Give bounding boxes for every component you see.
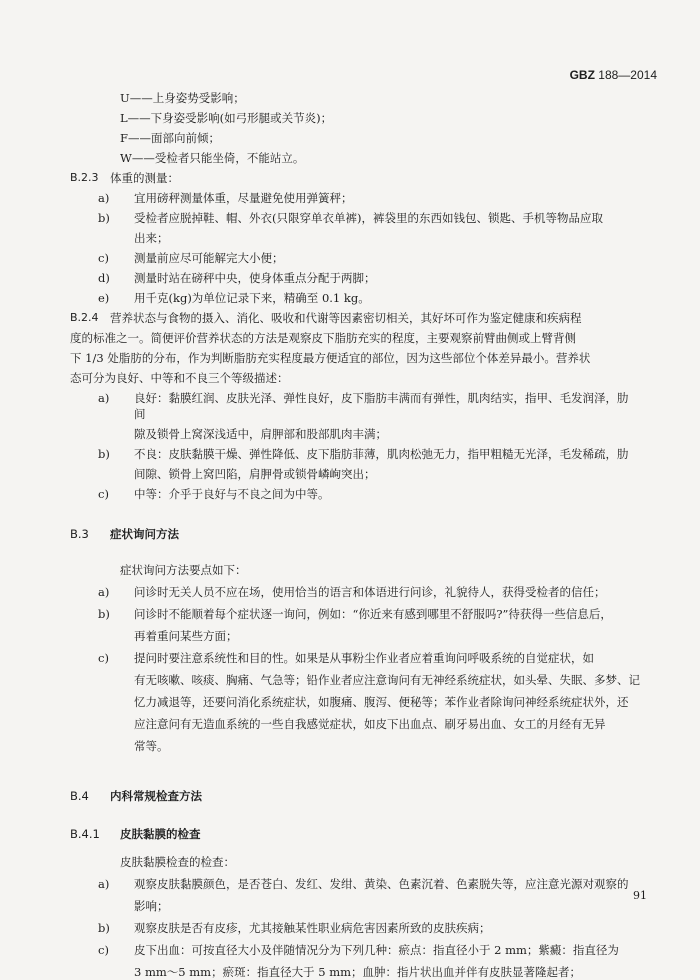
list-marker: a) — [98, 585, 110, 599]
standard-code — [570, 68, 657, 82]
section-intro: 症状询问方法要点如下： — [120, 563, 247, 577]
list-marker: c) — [98, 251, 109, 265]
list-text: 测量前应尽可能解完大小便； — [134, 251, 284, 265]
section-intro: 皮肤黏膜检查的检查： — [120, 855, 235, 869]
list-text: 宜用磅秤测量体重，尽量避免使用弹簧秤； — [134, 191, 353, 205]
list-marker: b) — [98, 607, 110, 621]
list-text: 提问时要注意系统性和目的性。如果是从事粉尘作业者应着重询问呼吸系统的自觉症状，如 — [134, 651, 594, 665]
list-item — [70, 390, 630, 422]
section-title: 症状询问方法 — [110, 527, 179, 541]
list-continuation: 忆力减退等，还要问消化系统症状，如腹痛、腹泻、便秘等；苯作业者除询问神经系统症状外，还 — [134, 695, 629, 709]
list-item — [70, 486, 630, 502]
section-b3-heading — [70, 526, 630, 542]
page-number: 91 — [633, 889, 647, 902]
list-text: 受检者应脱掉鞋、帽、外衣(只限穿单衣单裤)，裤袋里的东西如钱包、锁匙、手机等物品应取 — [134, 211, 603, 225]
list-marker: c) — [98, 487, 109, 501]
list-item — [70, 876, 630, 892]
list-item — [70, 606, 630, 622]
list-text: 中等：介乎于良好与不良之间为中等。 — [134, 487, 330, 501]
list-item — [70, 942, 630, 958]
list-item — [70, 584, 630, 600]
section-number: B.4 — [70, 789, 89, 803]
posture-code-u: U——上身姿势受影响； — [120, 91, 245, 105]
list-text: 良好：黏膜红润、皮肤光泽、弹性良好，皮下脂肪丰满而有弹性，肌肉结实，指甲、毛发润泽，肋间 — [134, 391, 629, 421]
list-marker: a) — [98, 877, 110, 891]
standard-number: 188—2014 — [598, 68, 657, 82]
list-continuation: 有无咳嗽、咳痰、胸痛、气急等；铅作业者应注意询问有无神经系统症状，如头晕、失眠、多梦、记 — [134, 673, 640, 687]
list-text: 测量时站在磅秤中央，使身体重点分配于两脚； — [134, 271, 376, 285]
list-continuation: 应注意问有无造血系统的一些自我感觉症状，如皮下出血点、刷牙易出血、女工的月经有无异 — [134, 717, 606, 731]
standard-prefix: GBZ — [569, 68, 595, 82]
paragraph-line: 营养状态与食物的摄入、消化、吸收和代谢等因素密切相关，其好坏可作为鉴定健康和疾病程 — [110, 311, 582, 325]
list-item — [70, 446, 630, 462]
section-b23-heading — [70, 170, 630, 186]
list-continuation: 再着重问某些方面； — [134, 629, 238, 643]
list-item — [70, 650, 630, 666]
list-marker: a) — [98, 391, 110, 405]
paragraph-line: 态可分为良好、中等和不良三个等级描述： — [70, 371, 289, 385]
list-continuation: 影响； — [134, 899, 169, 913]
section-title: 皮肤黏膜的检查 — [120, 827, 201, 841]
list-marker: b) — [98, 921, 110, 935]
list-marker: e) — [98, 291, 110, 305]
posture-code-list — [70, 90, 630, 166]
section-number: B.2.3 — [70, 171, 99, 184]
list-marker: c) — [98, 943, 109, 957]
list-continuation: 3 mm～5 mm；瘀斑：指直径大于 5 mm；血肿：指片状出血并伴有皮肤显著隆起者； — [134, 965, 581, 979]
section-b4-heading — [70, 788, 630, 804]
section-number: B.4.1 — [70, 827, 100, 841]
list-text: 不良：皮肤黏膜干燥、弹性降低、皮下脂肪菲薄，肌肉松弛无力，指甲粗糙无光泽，毛发稀疏，肋 — [134, 447, 629, 461]
list-item — [70, 270, 630, 286]
list-continuation: 常等。 — [134, 739, 169, 753]
list-text: 皮下出血：可按直径大小及伴随情况分为下列几种：瘀点：指直径小于 2 mm；紫癜：指直径为 — [134, 943, 619, 957]
list-marker: b) — [98, 211, 110, 225]
list-marker: d) — [98, 271, 110, 285]
list-marker: c) — [98, 651, 109, 665]
list-text: 观察皮肤黏膜颜色，是否苍白、发红、发绀、黄染、色素沉着、色素脱失等，应注意光源对观察的 — [134, 877, 629, 891]
posture-code-l: L——下身姿受影响(如弓形腿或关节炎)； — [120, 111, 333, 125]
section-b41-heading — [70, 826, 630, 842]
section-number: B.2.4 — [70, 311, 99, 324]
list-text: 用千克(kg)为单位记录下来，精确至 0.1 kg。 — [134, 291, 370, 305]
list-item — [70, 210, 630, 226]
section-b24-paragraph — [70, 310, 630, 326]
paragraph-line: 下 1/3 处脂肪的分布，作为判断脂肪充实程度最方便适宜的部位，因为这些部位个体差异最小。营养状 — [70, 351, 591, 365]
section-number: B.3 — [70, 527, 89, 541]
posture-code-w: W——受检者只能坐倚，不能站立。 — [120, 151, 305, 165]
list-item — [70, 250, 630, 266]
list-continuation: 出来； — [134, 231, 169, 245]
section-title: 体重的测量： — [110, 171, 179, 185]
list-text: 观察皮肤是否有皮疹，尤其接触某性职业病危害因素所致的皮肤疾病； — [134, 921, 491, 935]
section-title: 内科常规检查方法 — [110, 789, 202, 803]
paragraph-line: 度的标准之一。简便评价营养状态的方法是观察皮下脂肪充实的程度，主要观察前臂曲侧或上臂背侧 — [70, 331, 576, 345]
list-text: 问诊时无关人员不应在场，使用恰当的语言和体语进行问诊，礼貌待人，获得受检者的信任； — [134, 585, 606, 599]
list-item — [70, 290, 630, 306]
list-item — [70, 920, 630, 936]
list-continuation: 间隙、锁骨上窝凹陷，肩胛骨或锁骨嶙峋突出； — [134, 467, 376, 481]
list-marker: b) — [98, 447, 110, 461]
list-item — [70, 190, 630, 206]
list-marker: a) — [98, 191, 110, 205]
list-text: 问诊时不能顺着每个症状逐一询问，例如：“你近来有感到哪里不舒服吗?”待获得一些信息后， — [134, 607, 612, 621]
posture-code-f: F——面部向前倾； — [120, 131, 220, 145]
list-continuation: 隙及锁骨上窝深浅适中，肩胛部和股部肌肉丰满； — [134, 427, 387, 441]
